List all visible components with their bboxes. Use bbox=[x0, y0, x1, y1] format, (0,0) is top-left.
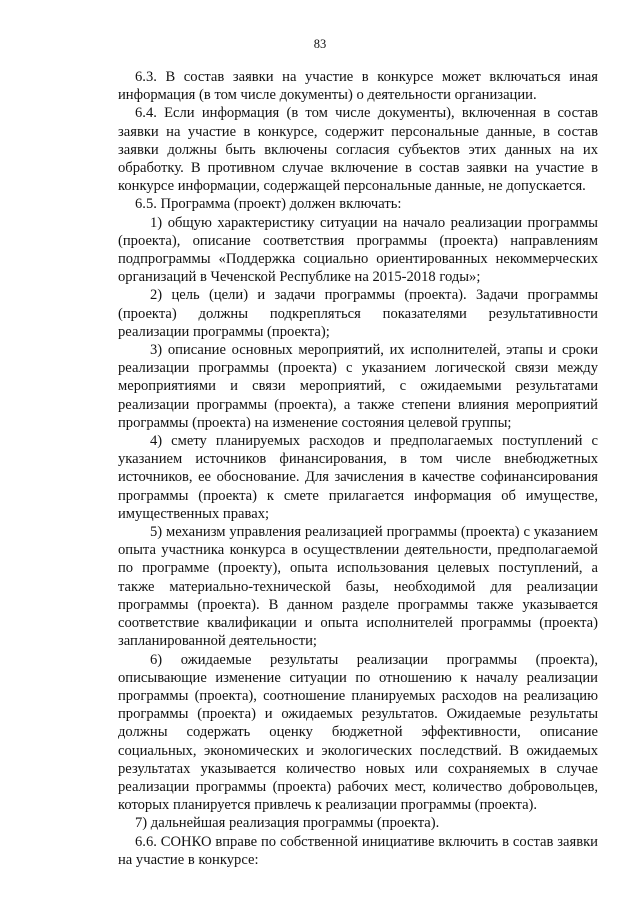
list-item-6: 6) ожидаемые результаты реализации программы (проекта), описывающие изменение ситуации по отношению к началу реализации программы (проекта), соотношение планируемых расходов на реализацию программы (проекта) и ожидаемых результатов. Ожидаемые результаты должны содержать оценку бюджетной эффективности, описание социальных, экономических и экологических последствий. В ожидаемых результатах указывается количество новых или сохраняемых в случае реализации программы (проекта) рабочих мест, количество добровольцев, которых планируется привлечь к реализации программы (проекта). bbox=[118, 651, 598, 814]
document-body bbox=[118, 68, 598, 869]
list-item-3: 3) описание основных мероприятий, их исполнителей, этапы и сроки реализации программы (проекта) с указанием логической связи между мероприятиями и связи мероприятий, с ожидаемыми результатами реализации программы (проекта), а также степени влияния мероприятий программы (проекта) на изменение состояния целевой группы; bbox=[118, 342, 598, 431]
page-number: 83 bbox=[313, 37, 327, 51]
paragraph-6-5: 6.5. Программа (проект) должен включать: bbox=[135, 196, 402, 213]
paragraph-6-3: 6.3. В состав заявки на участие в конкурсе может включаться иная информация (в том числе документы) о деятельности организации. bbox=[118, 69, 598, 104]
paragraph-6-6: 6.6. СОНКО вправе по собственной инициативе включить в состав заявки на участие в конкурсе: bbox=[118, 833, 598, 868]
list-item-4: 4) смету планируемых расходов и предполагаемых поступлений с указанием источников финансирования, в том числе внебюджетных источников, ее обоснование. Для зачисления в качестве софинансирования программы (проекта) к смете прилагается информация об имуществе, имущественных правах; bbox=[118, 433, 598, 522]
list-item-7: 7) дальнейшая реализация программы (проекта). bbox=[135, 815, 440, 832]
list-item-1: 1) общую характеристику ситуации на начало реализации программы (проекта), описание соответствия программы (проекта) направлениям подпрограммы «Поддержка социально ориентированных некоммерческих организаций в Чеченской Республике на 2015-2018 годы»; bbox=[118, 214, 598, 286]
list-item-5: 5) механизм управления реализацией программы (проекта) с указанием опыта участника конкурса в осуществлении деятельности, предполагаемой по программе (проекту), опыта использования целевых поступлений, а также материально-технической базы, необходимой для реализации программы (проекта). В данном разделе программы также указывается соответствие квалификации и опыта исполнителей программы (проекта) запланированной деятельности; bbox=[118, 524, 598, 650]
list-item-2: 2) цель (цели) и задачи программы (проекта). Задачи программы (проекта) должны подкрепляться показателями результативности реализации программы (проекта); bbox=[118, 287, 598, 340]
paragraph-6-4: 6.4. Если информация (в том числе документы), включенная в состав заявки на участие в конкурсе, содержит персональные данные, в состав заявки должны быть включены согласия субъектов этих данных на их обработку. В противном случае включение в состав заявки на участие в конкурсе информации, содержащей персональные данные, не допускается. bbox=[118, 105, 598, 195]
